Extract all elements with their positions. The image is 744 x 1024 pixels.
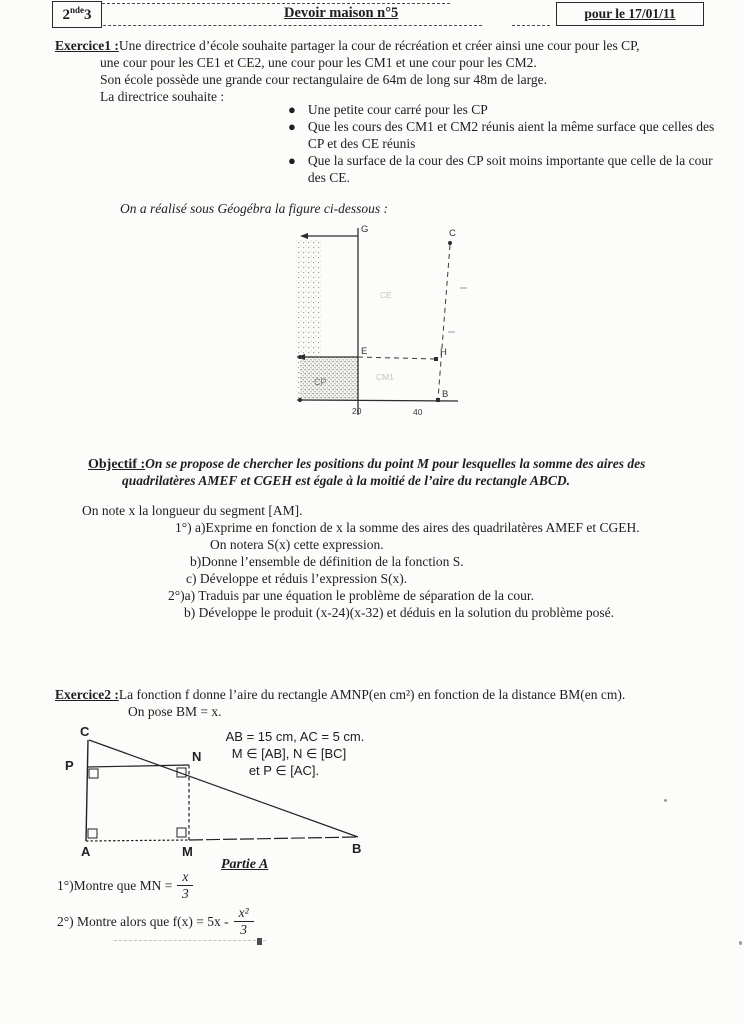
exercise2-intro-line1: Exercice2 :La fonction f donne l’aire du rectangle AMNP(en cm²) en fonction de la distance BM(en cm). [55,687,626,702]
point-label-N: N [192,749,202,764]
bullet-icon: ● [288,153,296,168]
faint-label-CE: CE [380,290,392,300]
objectif-line1: Objectif :On se propose de chercher les positions du point M pour lesquelles la somme des aires des [88,456,646,472]
point-label-B: B [442,389,449,400]
axis-tick-40: 40 [413,407,423,417]
geogebra-figure [292,220,488,424]
exercise1-intro-line2: une cour pour les CE1 et CE2, une cour pour les CM1 et une cour pour les CM2. [100,55,537,70]
axis-tick-20: 20 [352,406,362,416]
fraction-x-over-3: $\frac{x}{3}$ [177,869,193,902]
due-date: pour le 17/01/11 [584,6,676,21]
exercise2-question1: 1°)Montre que MN = $\frac{x}{3}$ [57,869,193,902]
exercise1-intro-line1: Exercice1 :Une directrice d’école souhaite partager la cour de récréation et créer ainsi une cour pour les CP, [55,38,640,53]
exercise1-intro-line4: La directrice souhaite : [100,89,225,104]
figure-annotation-1: AB = 15 cm, AC = 5 cm. [225,729,365,744]
scan-speck [739,941,742,945]
figure-caption: On a réalisé sous Géogébra la figure ci-dessous : [120,201,388,216]
point-label-C: C [449,228,456,239]
side-AM [86,840,189,841]
point-label-B: B [352,841,362,856]
page-title: Devoir maison n°5 [284,5,399,21]
point-label-P: P [65,758,74,773]
partie-a-heading: Partie A [221,857,269,872]
faint-label-CM: CM1 [376,372,394,382]
scan-artifact-mark [257,938,262,945]
bullet-icon: ● [288,102,296,117]
region-label-CP: CP [314,377,327,387]
point-label-H: H [440,347,447,358]
class-label: 2nde3 [62,5,92,23]
list-item: ● Une petite cour carré pour les CP [288,102,488,117]
point-label-C: C [80,724,90,739]
point-A-dot [298,398,302,402]
point-F-dot [298,355,302,359]
objectif-label: Objectif : [88,457,146,472]
figure-line-CB [438,245,450,399]
scan-artifact-line [114,940,266,941]
point-B-dot [436,398,440,402]
triangle-figure [58,724,408,864]
list-item: ● Que les cours des CM1 et CM2 réunis aient la même surface que celles des CP et des CE réunis [288,119,715,151]
class-label-box [52,1,102,28]
question-1c: c) Développe et réduis l’expression S(x). [186,571,408,586]
question-1b: b)Donne l’ensemble de définition de la fonction S. [190,554,464,569]
header-rule-top [102,3,450,4]
segment-PN [87,765,189,767]
point-label-G: G [361,224,369,235]
header-rule-bottom [58,25,482,26]
list-item: ● Que la surface de la cour des CP soit moins importante que celle de la cour des CE. [288,153,713,185]
right-angle-A-icon [88,829,97,838]
question-2b: b) Développe le produit (x-24)(x-32) et déduis en la solution du problème posé. [184,605,615,620]
point-label-E: E [361,346,368,357]
figure-bottom-axis [297,400,458,401]
due-date-box [556,2,704,26]
side-MB [189,837,358,840]
right-angle-P-icon [89,769,98,778]
cp-court-region [300,357,358,400]
question-1a-note: On notera S(x) cette expression. [210,537,384,552]
header-rule-right [512,25,550,26]
note-x-definition: On note x la longueur du segment [AM]. [82,503,303,518]
point-label-A: A [81,844,91,859]
bullet-icon: ● [288,119,296,134]
objectif-line2: quadrilatères AMEF et CGEH est égale à la moitié de l’aire du rectangle ABCD. [122,473,570,488]
exercise1-bullet-list [288,101,732,186]
scan-speck [664,799,667,802]
figure-annotation-3: et P ∈ [AC]. [248,763,320,778]
point-C-dot [448,241,452,245]
exercise1-label: Exercice1 : [55,38,119,53]
exercise2-label: Exercice2 : [55,687,119,702]
point-H-dot [434,357,438,361]
arrowhead-icon [300,233,308,239]
question-1a: 1°) a)Exprime en fonction de x la somme des aires des quadrilatères AMEF et CGEH. [175,520,640,535]
figure-annotation-2: M ∈ [AB], N ∈ [BC] [231,746,347,761]
exercise2-question2: 2°) Montre alors que f(x) = 5x - $\frac{\text{x²}}{3}$ [57,905,254,938]
fraction-x2-over-3: $\frac{\text{x²}}{3}$ [234,905,254,938]
exercise2-intro-line2: On pose BM = x. [128,704,222,719]
side-AC [86,740,88,841]
figure-line-EH [358,357,436,359]
point-label-M: M [182,844,193,859]
question-2a: 2°)a) Traduis par une équation le problème de séparation de la cour. [168,588,535,603]
exercise1-intro-line3: Son école possède une grande cour rectangulaire de 64m de long sur 48m de large. [100,72,547,87]
right-angle-M-icon [177,828,186,837]
